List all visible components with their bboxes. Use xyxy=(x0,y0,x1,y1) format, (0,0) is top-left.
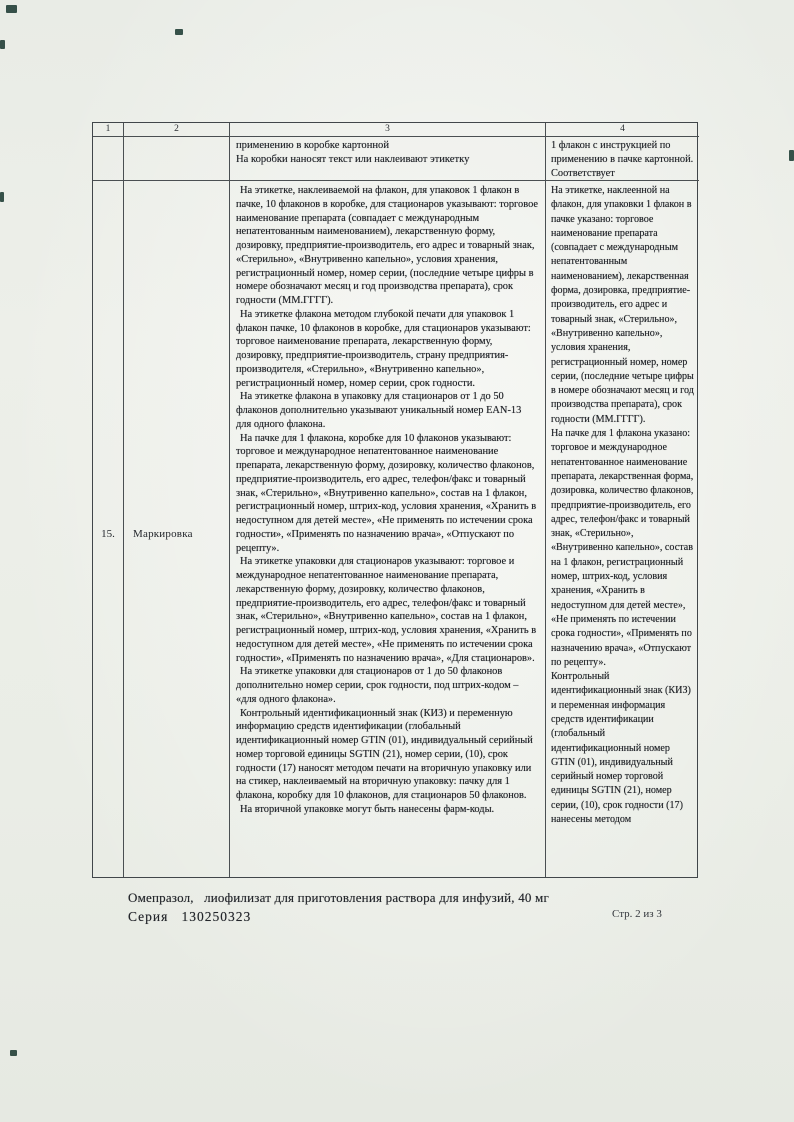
requirement-paragraph: На этикетке флакона методом глубокой печати для упаковок 1 флакон пачке, 10 флаконов в коробке, для стационаров указывают: торговое наименование препарата, лекарственную форму, дозировку, предприятие-производитель, страну предприятия-производителя, «Стерильно», «Внутривенно капельно», регистрационный номер, номер серии, срок годности. xyxy=(236,308,531,389)
labeling-table xyxy=(92,122,698,878)
result-paragraph: Контрольный идентификационный знак (КИЗ) и переменная информация средств идентификации (глобальный идентификационный номер GTIN (01), индивидуальный серийный номер торговой единицы SGTIN (21), номер серии, (10), срок годности (17) нанесены методом xyxy=(551,671,691,826)
result-paragraph: На этикетке, наклеенной на флакон, для упаковки 1 флакон в пачке указано: торговое наименование препарата (совпадает с международным непатентованным наименованием), лекарственная форма, дозировка, предприятие-производитель, его адрес и товарный знак, «Стерильно», «Внутривенно капельно», условия хранения, регистрационный номер, номер серии, (последние четыре цифры в номере обозначают месяц и год производства препарата), срок годности (ММ.ГГГГ). xyxy=(551,185,694,425)
footer-page-number: Стр. 2 из 3 xyxy=(612,908,662,920)
row-number-cell xyxy=(93,181,124,877)
row-number: 15. xyxy=(101,528,115,540)
result-paragraph: На пачке для 1 флакона указано: торговое и международное непатентованное наименование препарата, лекарственная форма, дозировка, количество флаконов, предприятие-производитель, его адрес, телефон/факс и товарный знак, «Стерильно», «Внутривенно капельно», состав на 1 флакон, регистрационный номер, штрих-код, условия хранения, «Хранить в недоступном для детей месте», «Не применять по истечении срока годности», «Применять по назначению врача», «Отпускают по рецепту». xyxy=(551,428,694,668)
marking-result-cell xyxy=(546,181,699,877)
prev-row-requirements-cell xyxy=(230,137,546,181)
scan-artifact xyxy=(0,192,4,202)
result-line: Соответствует xyxy=(551,168,615,179)
scan-artifact xyxy=(789,150,794,161)
scan-artifact xyxy=(6,5,17,13)
scan-artifact xyxy=(10,1050,17,1056)
prev-row-result-cell xyxy=(546,137,699,181)
requirement-line: применению в коробке картонной xyxy=(236,140,390,151)
marking-requirements-cell xyxy=(230,181,546,877)
footer-series-number: Серия 130250323 xyxy=(128,909,252,924)
requirement-paragraph: На этикетке упаковки для стационаров от 1 до 50 флаконов дополнительно номер серии, срок годности, под штрих-кодом – «для одного флакона». xyxy=(236,666,519,705)
requirement-paragraph: На пачке для 1 флакона, коробке для 10 флаконов указывают: торговое и международное непатентованное наименование препарата, лекарственную форму, дозировку, количество флаконов, предприятие-производитель, его адрес, телефон/факс и товарный знак, «Стерильно», «Внутривенно капельно», состав на 1 флакон, регистрационный номер, штрих-код, условия хранения, «Хранить в недоступном для детей месте», «Не применять по истечении срока годности», «Применять по назначению врача», «Отпускают по рецепту». xyxy=(236,432,537,554)
result-line: 1 флакон с инструкцией по применению в пачке картонной. xyxy=(551,140,694,165)
requirement-paragraph: На этикетке флакона в упаковку для стационаров от 1 до 50 флаконов дополнительно указывают уникальный номер EAN-13 для одного флакона. xyxy=(236,391,522,430)
table-header-col2: 2 xyxy=(124,123,230,137)
requirement-paragraph: На этикетке упаковки для стационаров указывают: торговое и международное непатентованное наименование препарата, лекарственную форму, дозировку, количество флаконов, предприятие-производитель, его адрес, телефон/факс и товарный знак, «Стерильно», «Внутривенно капельно», состав на 1 флакон, регистрационный номер, штрих-код, условия хранения, «Хранить в недоступном для детей месте», «Не применять по истечении срока годности», «Применять по назначению врача», «Для стационаров». xyxy=(236,556,537,664)
scan-artifact xyxy=(0,40,5,49)
requirement-line: На коробки наносят текст или наклеивают этикетку xyxy=(236,154,470,165)
table-header-col3: 3 xyxy=(230,123,546,137)
table-header-col1: 1 xyxy=(93,123,124,137)
footer-product-name: Омепразол, лиофилизат для приготовления раствора для инфузий, 40 мг xyxy=(128,890,550,905)
scan-artifact xyxy=(175,29,183,35)
requirement-paragraph: Контрольный идентификационный знак (КИЗ) и переменную информацию средств идентификации (глобальный идентификационный номер GTIN (01), индивидуальный серийный номер торговой единицы SGTIN (21), номер серии, (10), срок годности (17) наносят методом печати на вторичную упаковку или на стикер, наклеиваемый на вторичную упаковку: пачку для 1 флакона, коробку для 10 флаконов, для стационаров 50 флаконов. xyxy=(236,707,533,801)
requirement-paragraph: На вторичной упаковке могут быть нанесены фарм-коды. xyxy=(240,803,495,815)
table-header-col4: 4 xyxy=(546,123,699,137)
row-name-cell xyxy=(124,181,230,877)
requirement-paragraph: На этикетке, наклеиваемой на флакон, для упаковок 1 флакон в пачке, 10 флаконов в коробке, для стационаров указывают: торговое наименование препарата (совпадает с международным непатентованным наименованием), лекарственную форму, дозировку, предприятие-производитель, его адрес и товарный знак, «Стерильно», «Внутривенно капельно», условия хранения, регистрационный номер, номер серии, (последние четыре цифры в номере обозначают месяц и год производства препарата), срок годности (ММ.ГГГГ). xyxy=(236,185,539,306)
row-name: Маркировка xyxy=(133,528,193,540)
prev-row-num-cell xyxy=(93,137,124,181)
prev-row-name-cell xyxy=(124,137,230,181)
